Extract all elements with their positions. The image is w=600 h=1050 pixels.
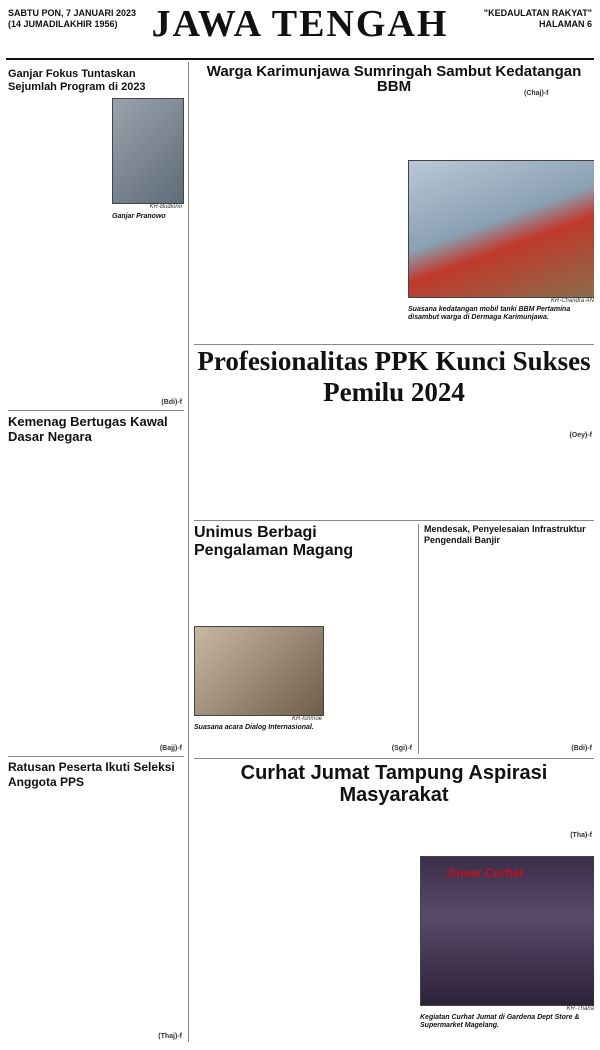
story-ppk	[194, 346, 594, 514]
story-divider	[194, 344, 594, 345]
story-mendesak-headline: Mendesak, Penyelesaian Infrastruktur Pengendali Banjir	[424, 524, 586, 545]
story-divider	[8, 410, 184, 411]
column-divider	[418, 524, 419, 754]
curhat-photo-sign: Jumat Curhat	[446, 866, 524, 880]
story-mendesak	[424, 524, 594, 754]
column-divider	[188, 62, 189, 1042]
story-pps	[8, 760, 184, 1042]
ganjar-photo	[112, 98, 184, 204]
unimus-photo-credit: KR-Ishmoe	[291, 716, 322, 722]
story-bbm-headline: Warga Karimunjawa Sumringah Sambut Kedatangan BBM	[206, 64, 582, 95]
story-kemenag-signature: (Bajj)-f	[159, 745, 182, 752]
masthead-date-line2: (14 JUMADILAKHIR 1956)	[8, 19, 118, 29]
story-ganjar-headline: Ganjar Fokus Tuntaskan Sejumlah Program di 2023	[8, 68, 146, 93]
story-divider	[8, 756, 184, 757]
story-curhat	[194, 762, 594, 1044]
unimus-photo	[194, 626, 324, 716]
story-ganjar	[8, 68, 184, 408]
curhat-photo-credit: KR-Thaha	[566, 1006, 594, 1012]
unimus-photo-caption: Suasana acara Dialog Internasional.	[194, 724, 314, 731]
story-kemenag	[8, 414, 184, 754]
story-bbm	[194, 64, 594, 342]
story-divider	[194, 520, 594, 521]
story-unimus-headline: Unimus Berbagi Pengalaman Magang	[194, 524, 354, 559]
masthead	[6, 0, 594, 60]
bbm-photo-credit: KR-Chandra AN	[550, 298, 594, 304]
masthead-page-number: HALAMAN 6	[539, 19, 592, 29]
story-divider	[194, 758, 594, 759]
ganjar-photo-caption: Ganjar Pranowo	[112, 213, 166, 220]
story-unimus	[194, 524, 414, 754]
story-ppk-signature: (Oey)-f	[569, 432, 592, 439]
story-curhat-signature: (Tha)-f	[570, 832, 592, 839]
ganjar-photo-credit: KR-Budiono	[149, 204, 182, 210]
bbm-photo	[408, 160, 594, 298]
story-kemenag-headline: Kemenag Bertugas Kawal Dasar Negara	[8, 414, 168, 444]
masthead-date-line1: SABTU PON, 7 JANUARI 2023	[8, 8, 137, 18]
story-ganjar-signature: (Bdi)-f	[161, 399, 182, 406]
story-bbm-signature: (Chaj)-f	[524, 90, 549, 97]
masthead-motto	[484, 8, 592, 30]
bbm-photo-caption: Suasana kedatangan mobil tanki BBM Pertamina disambut warga di Dermaga Karimunjawa.	[408, 306, 571, 321]
curhat-photo-caption: Kegiatan Curhat Jumat di Gardena Dept Store & Supermarket Magelang.	[420, 1014, 580, 1029]
story-pps-headline: Ratusan Peserta Ikuti Seleksi Anggota PPS	[8, 760, 175, 789]
story-pps-signature: (Thaj)-f	[158, 1033, 182, 1040]
story-ppk-headline: Profesionalitas PPK Kunci Sukses Pemilu 2024	[197, 346, 591, 407]
masthead-motto-text: "KEDAULATAN RAKYAT"	[483, 8, 592, 18]
story-curhat-headline: Curhat Jumat Tampung Aspirasi Masyarakat	[240, 762, 548, 806]
story-unimus-signature: (Sgi)-f	[391, 745, 412, 752]
story-mendesak-signature: (Bdi)-f	[571, 745, 592, 752]
masthead-title: JAWA TENGAH	[151, 3, 449, 45]
